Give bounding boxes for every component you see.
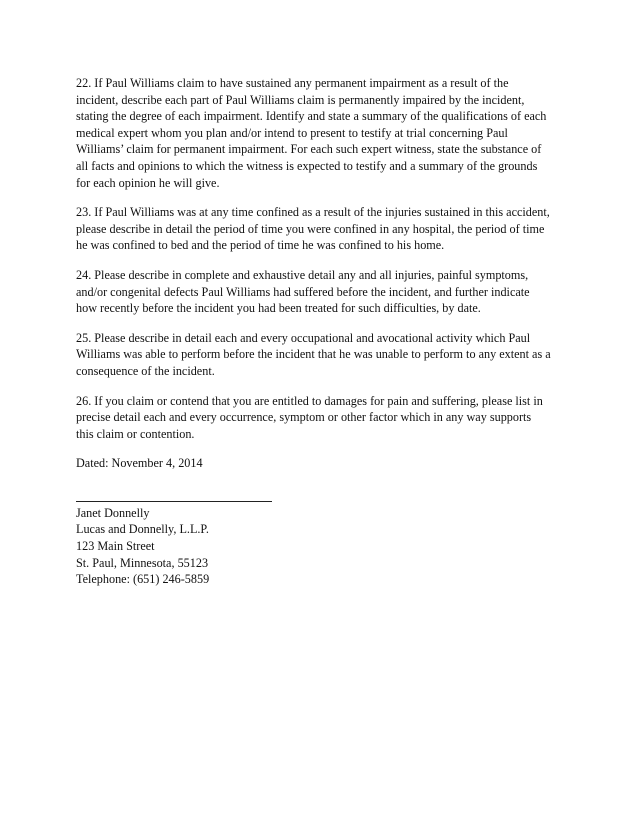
paragraph-24 <box>76 267 576 317</box>
paragraph-line: incident, describe each part of Paul Williams claim is permanently impaired by the incident, <box>76 92 525 107</box>
paragraph-line: how recently before the incident you had been treated for such difficulties, by date. <box>76 301 481 316</box>
telephone: Telephone: (651) 246-5859 <box>76 572 210 587</box>
paragraph-line: 26. If you claim or contend that you are entitled to damages for pain and suffering, please list in <box>76 393 543 408</box>
firm-name: Lucas and Donnelly, L.L.P. <box>76 522 209 537</box>
dated-line: Dated: November 4, 2014 <box>76 456 203 471</box>
paragraph-line: precise detail each and every occurrence, symptom or other factor which in any way supports <box>76 410 532 425</box>
paragraph-line: 22. If Paul Williams claim to have sustained any permanent impairment as a result of the <box>76 76 509 90</box>
signer-name: Janet Donnelly <box>76 505 150 520</box>
paragraph-line: consequence of the incident. <box>76 363 215 378</box>
paragraph-22 <box>76 75 576 191</box>
signature-block <box>76 501 576 588</box>
paragraph-line: 25. Please describe in detail each and every occupational and avocational activity which Paul <box>76 330 531 345</box>
street-address: 123 Main Street <box>76 539 155 554</box>
paragraph-line: 24. Please describe in complete and exhaustive detail any and all injuries, painful symptoms, <box>76 267 529 282</box>
city-state-zip: St. Paul, Minnesota, 55123 <box>76 555 209 570</box>
paragraph-line: for each opinion he will give. <box>76 175 220 190</box>
paragraph-line: medical expert whom you plan and/or intend to present to testify at trial concerning Paul <box>76 125 508 140</box>
paragraph-line: 23. If Paul Williams was at any time confined as a result of the injuries sustained in this accident, <box>76 205 550 220</box>
paragraph-line: he was confined to bed and the period of time he was confined to his home. <box>76 238 445 253</box>
paragraph-line: all facts and opinions to which the witness is expected to testify and a summary of the grounds <box>76 158 538 173</box>
paragraph-line: Williams was able to perform before the incident that he was unable to perform to any extent as a <box>76 347 551 362</box>
document-body <box>76 75 576 588</box>
paragraph-line: please describe in detail the period of time you were confined in any hospital, the period of time <box>76 221 545 236</box>
paragraph-26 <box>76 393 576 443</box>
paragraph-line: this claim or contention. <box>76 426 195 441</box>
signature-line <box>76 501 272 502</box>
paragraph-line: and/or congenital defects Paul Williams had suffered before the incident, and further indicate <box>76 284 530 299</box>
paragraph-25 <box>76 330 576 380</box>
paragraph-line: stating the degree of each impairment. Identify and state a summary of the qualifications of each <box>76 109 547 124</box>
paragraph-line: Williams’ claim for permanent impairment. For each such expert witness, state the substance of <box>76 142 542 157</box>
paragraph-23 <box>76 204 576 254</box>
